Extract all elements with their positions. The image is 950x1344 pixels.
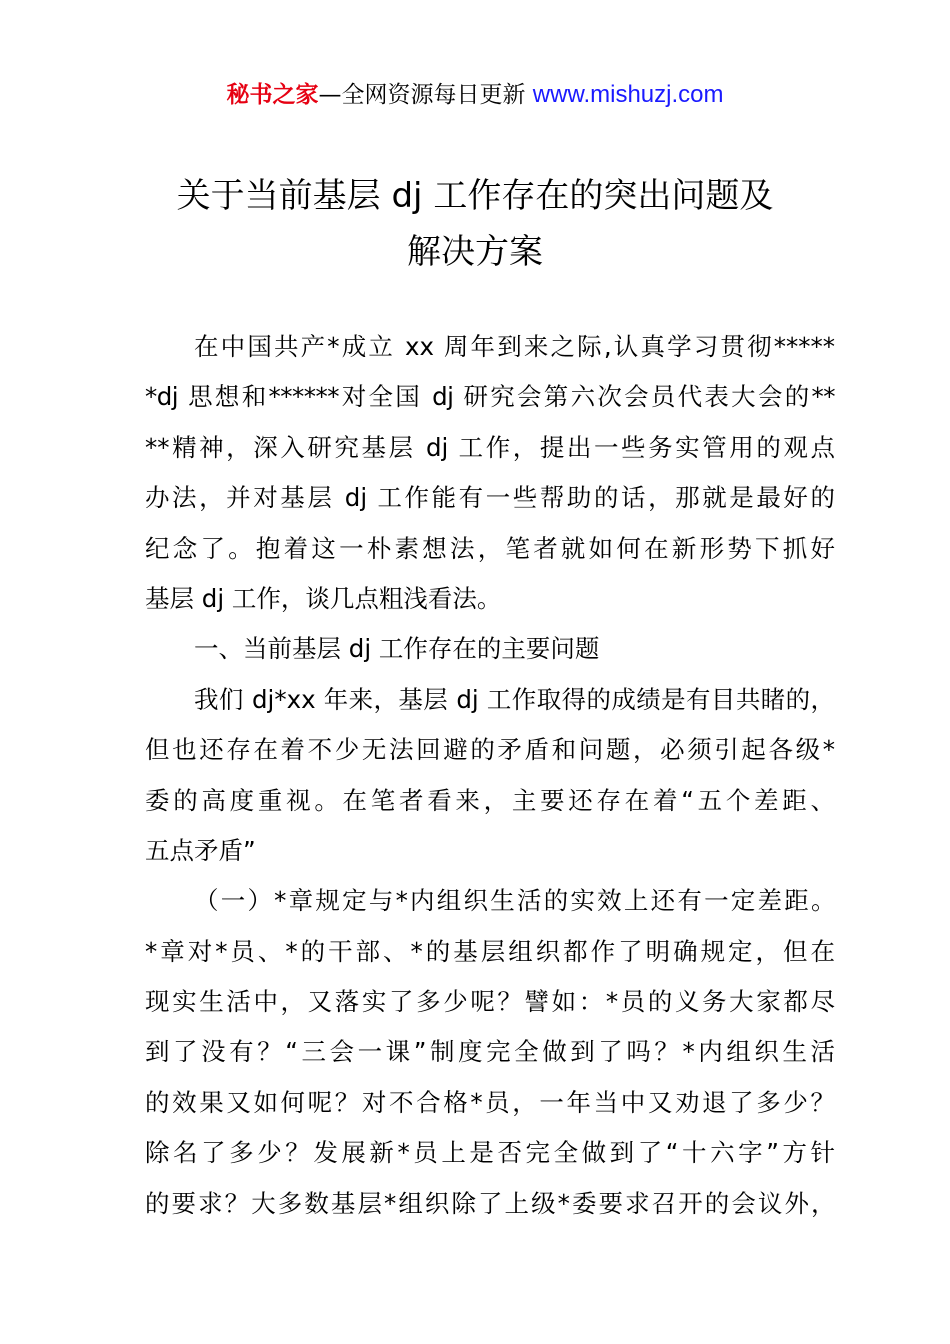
paragraph-line: *章对*员、*的干部、*的基层组织都作了明确规定，但在: [145, 936, 835, 966]
paragraph-line: 现实生活中，又落实了多少呢？譬如：*员的义务大家都尽: [145, 987, 835, 1017]
document-body: [145, 322, 835, 1229]
site-url-link[interactable]: www.mishuzj.com: [532, 81, 724, 108]
paragraph-line: *dj 思想和******对全国 dj 研究会第六次会员代表大会的**: [145, 382, 835, 412]
paragraph-line: 但也还存在着不少无法回避的矛盾和问题，必须引起各级*: [145, 735, 835, 765]
document-title: [0, 168, 950, 280]
paragraph-line: 的要求？大多数基层*组织除了上级*委要求召开的会议外，: [145, 1188, 835, 1218]
paragraph-line: 基层 dj 工作，谈几点粗浅看法。: [145, 583, 502, 613]
paragraph-line: 在中国共产*成立 xx 周年到来之际,认真学习贯彻*****: [194, 332, 835, 361]
title-line-2: 解决方案: [407, 232, 543, 272]
site-slogan: —全网资源每日更新: [318, 82, 526, 108]
section-heading: 一、当前基层 dj 工作存在的主要问题: [194, 634, 600, 664]
paragraph-line: 的效果又如何呢？对不合格*员，一年当中又劝退了多少？: [145, 1087, 835, 1117]
paragraph-line: 委的高度重视。在笔者看来，主要还存在着“五个差距、: [145, 785, 835, 815]
paragraph-line: **精神，深入研究基层 dj 工作，提出一些务实管用的观点: [145, 432, 835, 462]
paragraph-line: 到了没有？“三会一课”制度完全做到了吗？*内组织生活: [145, 1037, 835, 1067]
paragraph-line: 我们 dj*xx 年来，基层 dj 工作取得的成绩是有目共睹的，: [194, 684, 835, 714]
site-header: [0, 78, 950, 112]
paragraph-line: 除名了多少？发展新*员上是否完全做到了“十六字”方针: [145, 1138, 835, 1168]
site-brand: 秘书之家: [226, 82, 319, 108]
paragraph-line: 办法，并对基层 dj 工作能有一些帮助的话，那就是最好的: [145, 483, 835, 513]
paragraph-line: 五点矛盾”: [145, 835, 256, 865]
subsection-heading: （一）*章规定与*内组织生活的实效上还有一定差距。: [194, 886, 835, 916]
paragraph-line: 纪念了。抱着这一朴素想法，笔者就如何在新形势下抓好: [145, 533, 835, 563]
title-line-1: 关于当前基层 dj 工作存在的突出问题及: [176, 176, 774, 216]
